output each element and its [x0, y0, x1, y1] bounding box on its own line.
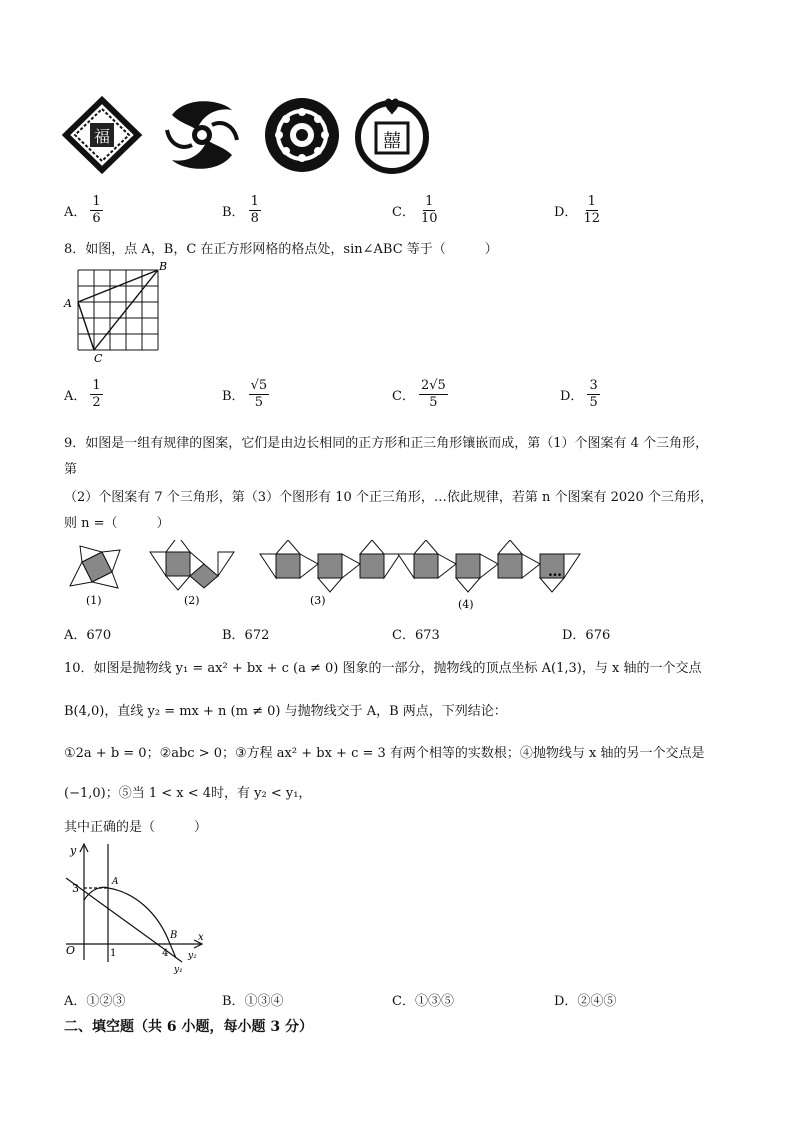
numerator: 1 [587, 194, 596, 209]
q10-option-a[interactable]: A．①②③ [64, 994, 126, 1009]
option-letter: D． [554, 205, 578, 220]
option-letter: B． [222, 205, 245, 220]
numerator: √5 [250, 378, 268, 393]
q10-stem-line-2: B(4,0)，直线 y₂ = mx + n (m ≠ 0) 与抛物线交于 A，B 两点，下列结论： [64, 704, 507, 719]
double-happiness-papercut-image [358, 99, 426, 172]
q10-stem-line-5: 其中正确的是（ ） [64, 820, 208, 835]
point-a-label: A [112, 877, 119, 887]
q9-option-b[interactable]: B．672 [222, 628, 270, 643]
q10-option-c[interactable]: C．①③⑤ [392, 994, 454, 1009]
numerator: 1 [425, 194, 434, 209]
numerator: 1 [92, 378, 101, 393]
q7-figures [62, 95, 442, 175]
fraction [419, 194, 440, 227]
pattern-3 [260, 540, 400, 592]
option-letter: C． [392, 205, 415, 220]
q7-option-d[interactable] [554, 194, 602, 227]
q10-stem-line-3: ①2a + b = 0；②abc > 0；③方程 ax² + bx + c = 3 有两个相等的实数根；④抛物线与 x 轴的另一个交点是 [64, 746, 705, 761]
q9-option-a[interactable]: A．670 [64, 628, 112, 643]
q10-option-b[interactable]: B．①③④ [222, 994, 284, 1009]
option-letter: A． [64, 205, 87, 220]
fraction [90, 378, 102, 411]
q9-stem-line-3: （2）个图案有 7 个三角形，第（3）个图形有 10 个正三角形，…依此规律，若第 n 个图案有 2020 个三角形， [64, 490, 713, 505]
fraction [587, 378, 599, 411]
q8-grid-figure [62, 260, 172, 365]
flower-papercut-image [265, 98, 339, 172]
q9-stem-line-1: 9．如图是一组有规律的图案，它们是由边长相同的正方形和正三角形镶嵌而成，第（1）个图案有 4 个三角形， [64, 436, 709, 451]
pattern-3-label: (3) [310, 594, 326, 607]
fraction [249, 194, 261, 227]
denominator: 12 [583, 211, 600, 226]
q9-stem-line-2: 第 [64, 462, 78, 477]
q9-pattern-figures [62, 540, 582, 615]
numerator: 1 [92, 194, 101, 209]
option-letter: D． [560, 389, 584, 404]
denominator: 5 [429, 395, 438, 410]
section-heading-fill-in-blanks: 二、填空题（共 6 小题，每小题 3 分） [64, 1019, 313, 1035]
origin-label: O [66, 944, 76, 957]
pattern-4-label: (4) [458, 598, 474, 611]
point-b-label: B [170, 930, 178, 941]
fish-papercut-image [167, 101, 237, 169]
pattern-2 [150, 540, 234, 590]
svg-text:福: 福 [93, 127, 111, 146]
q9-stem-line-4: 则 n =（ ） [64, 516, 170, 531]
fraction [419, 378, 448, 411]
svg-text:囍: 囍 [383, 131, 401, 152]
q8-stem: 8．如图，点 A，B，C 在正方形网格的格点处，sin∠ABC 等于（ ） [64, 242, 498, 257]
q10-stem-line-1: 10．如图是抛物线 y₁ = ax² + bx + c (a ≠ 0) 图象的一部分，抛物线的顶点坐标 A(1,3)，与 x 轴的一个交点 [64, 661, 702, 676]
q10-option-d[interactable]: D．②④⑤ [554, 994, 617, 1009]
x-axis-label: x [198, 932, 204, 943]
q8-option-c[interactable] [392, 378, 448, 411]
numerator: 3 [589, 378, 598, 393]
fraction [90, 194, 102, 227]
point-a-label: A [64, 297, 72, 310]
pattern-2-label: (2) [184, 594, 200, 607]
q10-stem-line-4: (−1,0)；⑤当 1 < x < 4时，有 y₂ < y₁， [64, 786, 312, 801]
option-letter: B． [222, 389, 245, 404]
option-letter: C． [392, 389, 415, 404]
q8-option-a[interactable] [64, 378, 103, 411]
fu-diamond-image [66, 100, 138, 170]
y-axis-label: y [70, 844, 77, 857]
tick-1-label: 1 [110, 948, 117, 959]
q7-option-c[interactable] [392, 194, 440, 227]
q9-option-d[interactable]: D．676 [562, 628, 611, 643]
tick-4-label: 4 [162, 948, 169, 959]
pattern-1 [70, 546, 120, 588]
pattern-1-label: (1) [86, 594, 102, 607]
denominator: 5 [589, 395, 598, 410]
tick-3-label: 3 [72, 882, 79, 895]
fraction [249, 378, 270, 411]
denominator: 10 [420, 211, 438, 226]
numerator: 1 [250, 194, 259, 209]
denominator: 6 [92, 211, 101, 226]
q9-option-c[interactable]: C．673 [392, 628, 440, 643]
denominator: 5 [254, 395, 263, 410]
denominator: 8 [250, 211, 259, 226]
q8-option-d[interactable] [560, 378, 600, 411]
q7-option-b[interactable] [222, 194, 261, 227]
option-letter: A． [64, 389, 87, 404]
point-c-label: C [94, 352, 103, 365]
numerator: 2√5 [420, 378, 446, 393]
q8-option-b[interactable] [222, 378, 269, 411]
q10-graph-figure [62, 840, 212, 975]
ellipsis: … [548, 564, 562, 580]
y1-label: y₁ [174, 965, 183, 975]
denominator: 2 [92, 395, 101, 410]
q7-option-a[interactable] [64, 194, 103, 227]
fraction [581, 194, 602, 227]
y2-label: y₂ [188, 951, 197, 961]
point-b-label: B [159, 260, 168, 273]
